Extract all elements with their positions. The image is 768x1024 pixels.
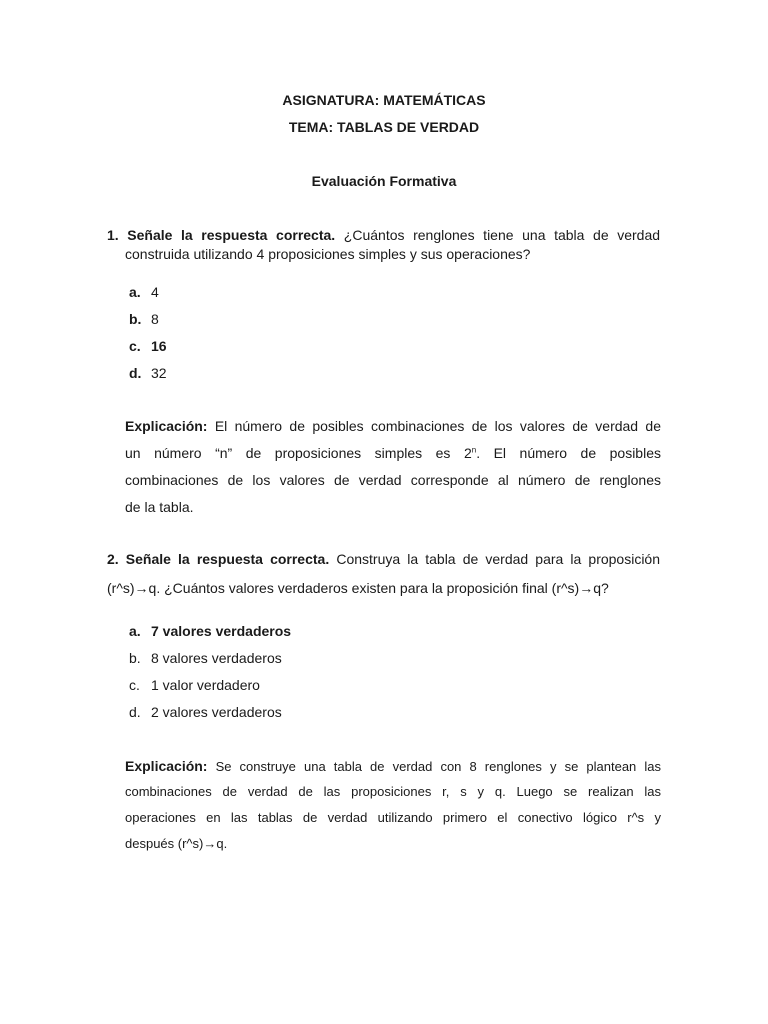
topic-heading: TEMA: TABLAS DE VERDAD xyxy=(288,119,480,135)
q2-option-b-text: 8 valores verdaderos xyxy=(151,650,282,666)
subject-heading: ASIGNATURA: MATEMÁTICAS xyxy=(282,92,486,108)
q1-explanation-line-2: un número “n” de proposiciones simples es 2$^n$. El número de posibles xyxy=(125,445,661,461)
q2-explanation-label: Explicación: xyxy=(125,758,208,774)
q1-explanation xyxy=(125,416,661,524)
q2-explanation-line-1: Explicación: Se construye una tabla de verdad con 8 renglones y se plantean las xyxy=(125,758,661,774)
q2-option-c-text: 1 valor verdadero xyxy=(151,677,260,693)
q2-explanation xyxy=(125,756,661,860)
q2-option-c xyxy=(129,675,260,695)
q2-explanation-line-3: operaciones en las tablas de verdad utilizando primero el conectivo lógico r^s y xyxy=(125,810,661,825)
q1-explanation-line-4: de la tabla. xyxy=(125,499,194,515)
q2-explanation-line-4: después (r^s)→q. xyxy=(125,836,228,851)
q1-option-b xyxy=(129,309,159,329)
question-2-number: 2. xyxy=(107,551,119,567)
question-1-text-2: construida utilizando 4 proposiciones simples y sus operaciones? xyxy=(125,246,531,262)
q2-option-a-text: 7 valores verdaderos xyxy=(151,623,292,639)
q2-option-b xyxy=(129,648,282,668)
q1-explanation-line-3: combinaciones de los valores de verdad corresponde al número de renglones xyxy=(125,472,661,488)
q2-explanation-line-2: combinaciones de verdad de las proposiciones r, s y q. Luego se realizan las xyxy=(125,784,661,799)
q2-option-d-letter: d. xyxy=(129,704,141,720)
q1-explanation-label: Explicación: xyxy=(125,418,208,434)
question-1-number: 1. xyxy=(107,227,119,243)
q2-option-d xyxy=(129,702,282,722)
exponent-n: n xyxy=(471,445,477,455)
q1-option-b-letter: b. xyxy=(129,311,142,327)
q2-option-a-letter: a. xyxy=(129,623,141,639)
question-2-line-1 xyxy=(107,549,660,569)
q1-option-c-correct xyxy=(129,336,167,356)
question-1-lead: Señale la respuesta correcta. xyxy=(127,227,336,243)
question-2-text-1: Construya la tabla de verdad para la proposición xyxy=(336,551,661,567)
q1-option-c-text: 16 xyxy=(151,338,167,354)
q2-option-b-letter: b. xyxy=(129,650,141,666)
evaluation-title: Evaluación Formativa xyxy=(311,173,457,189)
q1-option-a xyxy=(129,282,159,302)
q1-explanation-line-1: Explicación: El número de posibles combinaciones de los valores de verdad de xyxy=(125,418,662,434)
q2-option-d-text: 2 valores verdaderos xyxy=(151,704,282,720)
question-1-line-1 xyxy=(107,225,660,245)
q1-option-b-text: 8 xyxy=(151,311,159,327)
q1-option-c-letter: c. xyxy=(129,338,141,354)
q2-option-c-letter: c. xyxy=(129,677,140,693)
q1-option-d xyxy=(129,363,167,383)
q1-option-d-letter: d. xyxy=(129,365,142,381)
question-1-text-1: ¿Cuántos renglones tiene una tabla de verdad xyxy=(343,227,661,243)
q2-option-a-correct xyxy=(129,621,291,641)
question-2-text-2: (r^s)→q. ¿Cuántos valores verdaderos existen para la proposición final (r^s)→q? xyxy=(107,580,609,596)
q1-option-d-text: 32 xyxy=(151,365,167,381)
q1-option-a-text: 4 xyxy=(151,284,159,300)
q1-option-a-letter: a. xyxy=(129,284,141,300)
question-2-lead: Señale la respuesta correcta. xyxy=(125,551,330,567)
